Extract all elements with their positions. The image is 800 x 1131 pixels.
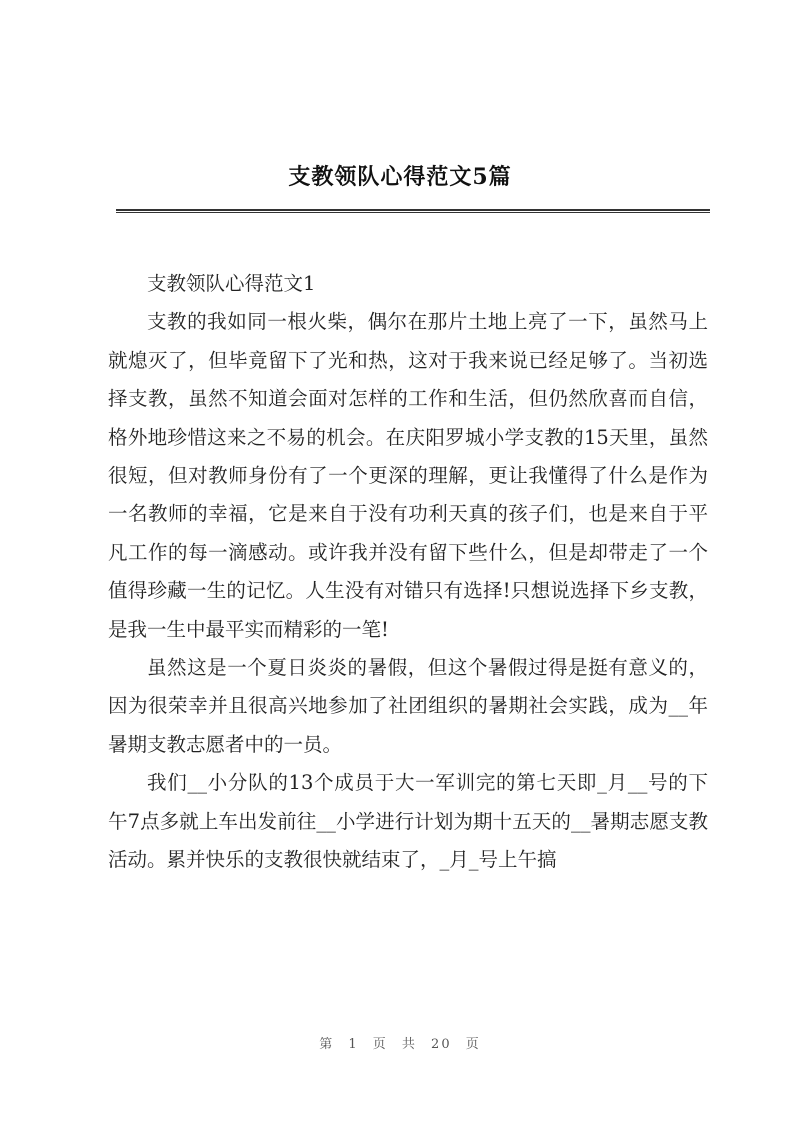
paragraph: 支教的我如同一根火柴，偶尔在那片土地上亮了一下，虽然马上就熄灭了，但毕竟留下了光和热，这对于我来说已经足够了。当初选择支教，虽然不知道会面对怎样的工作和生活，但仍然欣喜而自信，格外地珍惜这来之不易的机会。在庆阳罗城小学支教的15天里，虽然很短，但对教师身份有了一个更深的理解，更让我懂得了什么是作为一名教师的幸福，它是来自于没有功利天真的孩子们，也是来自于平凡工作的每一滴感动。或许我并没有留下些什么，但是却带走了一个值得珍藏一生的记忆。人生没有对错只有选择!只想说选择下乡支教，是我一生中最平实而精彩的一笔! xyxy=(108,310,708,641)
document-body xyxy=(108,265,708,880)
page-number-footer: 第 1 页 共 20 页 xyxy=(319,1037,481,1052)
title-divider xyxy=(116,209,710,213)
section-heading: 支教领队心得范文1 xyxy=(147,272,316,295)
paragraph: 我们__小分队的13个成员于大一军训完的第七天即_月__号的下午7点多就上车出发前往__小学进行计划为期十五天的__暑期志愿支教活动。累并快乐的支教很快就结束了，_月_号上午搞 xyxy=(108,771,708,872)
paragraph: 虽然这是一个夏日炎炎的暑假，但这个暑假过得是挺有意义的，因为很荣幸并且很高兴地参加了社团组织的暑期社会实践，成为__年暑期支教志愿者中的一员。 xyxy=(108,656,708,756)
document-title: 支教领队心得范文5篇 xyxy=(288,164,512,190)
